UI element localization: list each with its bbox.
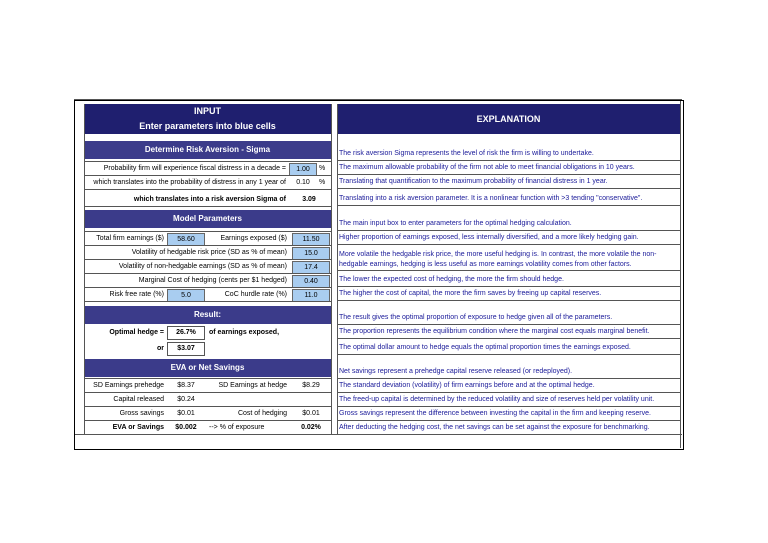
eva-expl-3: Gross savings represent the difference between investing the capital in the firm and keeping reserve.: [337, 408, 680, 421]
pct-exposure-value: 0.02%: [301, 424, 321, 431]
model-expl-3: hedgable earnings, hedging is less useful as more earnings volatility comes from other factors.: [339, 261, 632, 268]
distress-year-label: which translates into the probability of distress in any 1 year of: [93, 179, 286, 186]
optimal-dollar-value: $3.07: [167, 342, 205, 356]
sd-athedge-value: $8.29: [302, 382, 320, 389]
earnings-exposed-input[interactable]: 11.50: [292, 233, 330, 246]
distress-decade-unit: %: [319, 165, 326, 172]
result-header: Result:: [84, 306, 331, 324]
eva-expl-2: The freed-up capital is determined by the reduced volatility and size of reserves held per volatility unit.: [337, 394, 680, 407]
marginal-cost-input[interactable]: 0.40: [292, 275, 330, 288]
optimal-hedge-label: Optimal hedge =: [109, 329, 164, 336]
gross-savings-value: $0.01: [177, 410, 195, 417]
sd-prehedge-value: $8.37: [177, 382, 195, 389]
or-label: or: [157, 345, 164, 352]
result-expl-0: The result gives the optimal proportion of exposure to hedge given all of the parameters.: [337, 312, 680, 325]
input-subtitle: Enter parameters into blue cells: [139, 121, 276, 131]
optimal-hedge-suffix: of earnings exposed,: [209, 329, 280, 336]
model-expl-1: Higher proportion of earnings exposed, less internally diversified, and a more likely hedging gain.: [337, 232, 680, 245]
ra-expl-0: The risk aversion Sigma represents the level of risk the firm is willing to undertake.: [337, 148, 680, 161]
eva-header: EVA or Net Savings: [84, 359, 331, 377]
ra-expl-1: The maximum allowable probability of the firm not able to meet financial obligations in 10 years.: [337, 162, 680, 175]
earnings-exposed-label: Earnings exposed ($): [220, 235, 287, 242]
risk-free-label: Risk free rate (%): [109, 291, 164, 298]
total-earnings-input[interactable]: 58.60: [167, 233, 205, 246]
pct-exposure-label: --> % of exposure: [209, 424, 265, 431]
optimal-hedge-value: 26.7%: [167, 326, 205, 340]
distress-year-value: 0.10: [296, 179, 310, 186]
coc-label: CoC hurdle rate (%): [224, 291, 287, 298]
marginal-cost-label: Marginal Cost of hedging (cents per $1 hedged): [138, 277, 287, 284]
distress-year-unit: %: [319, 179, 326, 186]
ra-expl-3: Translating into a risk aversion parameter. It is a nonlinear function with >3 tending "conservative".: [337, 193, 680, 206]
capital-released-label: Capital released: [113, 396, 164, 403]
eva-expl-4: After deducting the hedging cost, the net savings can be set against the exposure for benchmarking.: [337, 422, 680, 435]
result-expl-2: The optimal dollar amount to hedge equals the optimal proportion times the earnings exposed.: [337, 342, 680, 355]
ra-expl-2: Translating that quantification to the maximum probability of financial distress in 1 year.: [337, 176, 680, 189]
risk-aversion-header: Determine Risk Aversion - Sigma: [84, 141, 331, 159]
vol-hedgeable-input[interactable]: 15.0: [292, 247, 330, 260]
result-expl-1: The proportion represents the equilibrium condition where the marginal cost equals marginal benefit.: [337, 326, 680, 339]
model-expl-0: The main input box to enter parameters for the optimal hedging calculation.: [337, 218, 680, 231]
model-expl-2: More volatile the hedgable risk price, the more useful hedging is. In contrast, the more volatile the non-: [339, 251, 657, 258]
coc-input[interactable]: 11.0: [292, 289, 330, 302]
eva-savings-value: $0.002: [175, 424, 197, 431]
explanation-title: EXPLANATION: [476, 114, 541, 124]
sd-prehedge-label: SD Earnings prehedge: [93, 382, 164, 389]
distress-decade-input[interactable]: 1.00: [289, 163, 317, 176]
eva-expl-1: The standard deviation (volatility) of firm earnings before and at the optimal hedge.: [337, 380, 680, 393]
sd-athedge-label: SD Earnings at hedge: [218, 382, 287, 389]
model-header: Model Parameters: [84, 210, 331, 228]
eva-expl-0: Net savings represent a prehedge capital reserve released (or redeployed).: [337, 366, 680, 379]
eva-savings-label: EVA or Savings: [112, 424, 164, 431]
vol-nonhedgeable-input[interactable]: 17.4: [292, 261, 330, 274]
total-earnings-label: Total firm earnings ($): [96, 235, 164, 242]
vol-hedgeable-label: Volatility of hedgable risk price (SD as % of mean): [131, 249, 287, 256]
model-expl-5: The higher the cost of capital, the more the firm saves by freeing up capital reserves.: [337, 288, 680, 301]
distress-decade-label: Probability firm will experience fiscal distress in a decade =: [103, 165, 286, 172]
cost-hedging-value: $0.01: [302, 410, 320, 417]
input-title: INPUT: [194, 106, 221, 116]
worksheet-frame: [74, 100, 684, 450]
vol-nonhedgeable-label: Volatility of non-hedgable earnings (SD as % of mean): [118, 263, 287, 270]
model-expl-4: The lower the expected cost of hedging, the more the firm should hedge.: [337, 274, 680, 287]
sigma-label: which translates into a risk aversion Sigma of: [133, 196, 286, 203]
capital-released-value: $0.24: [177, 396, 195, 403]
cost-hedging-label: Cost of hedging: [237, 410, 287, 417]
risk-free-input[interactable]: 5.0: [167, 289, 205, 302]
sigma-value: 3.09: [302, 196, 316, 203]
gross-savings-label: Gross savings: [119, 410, 164, 417]
